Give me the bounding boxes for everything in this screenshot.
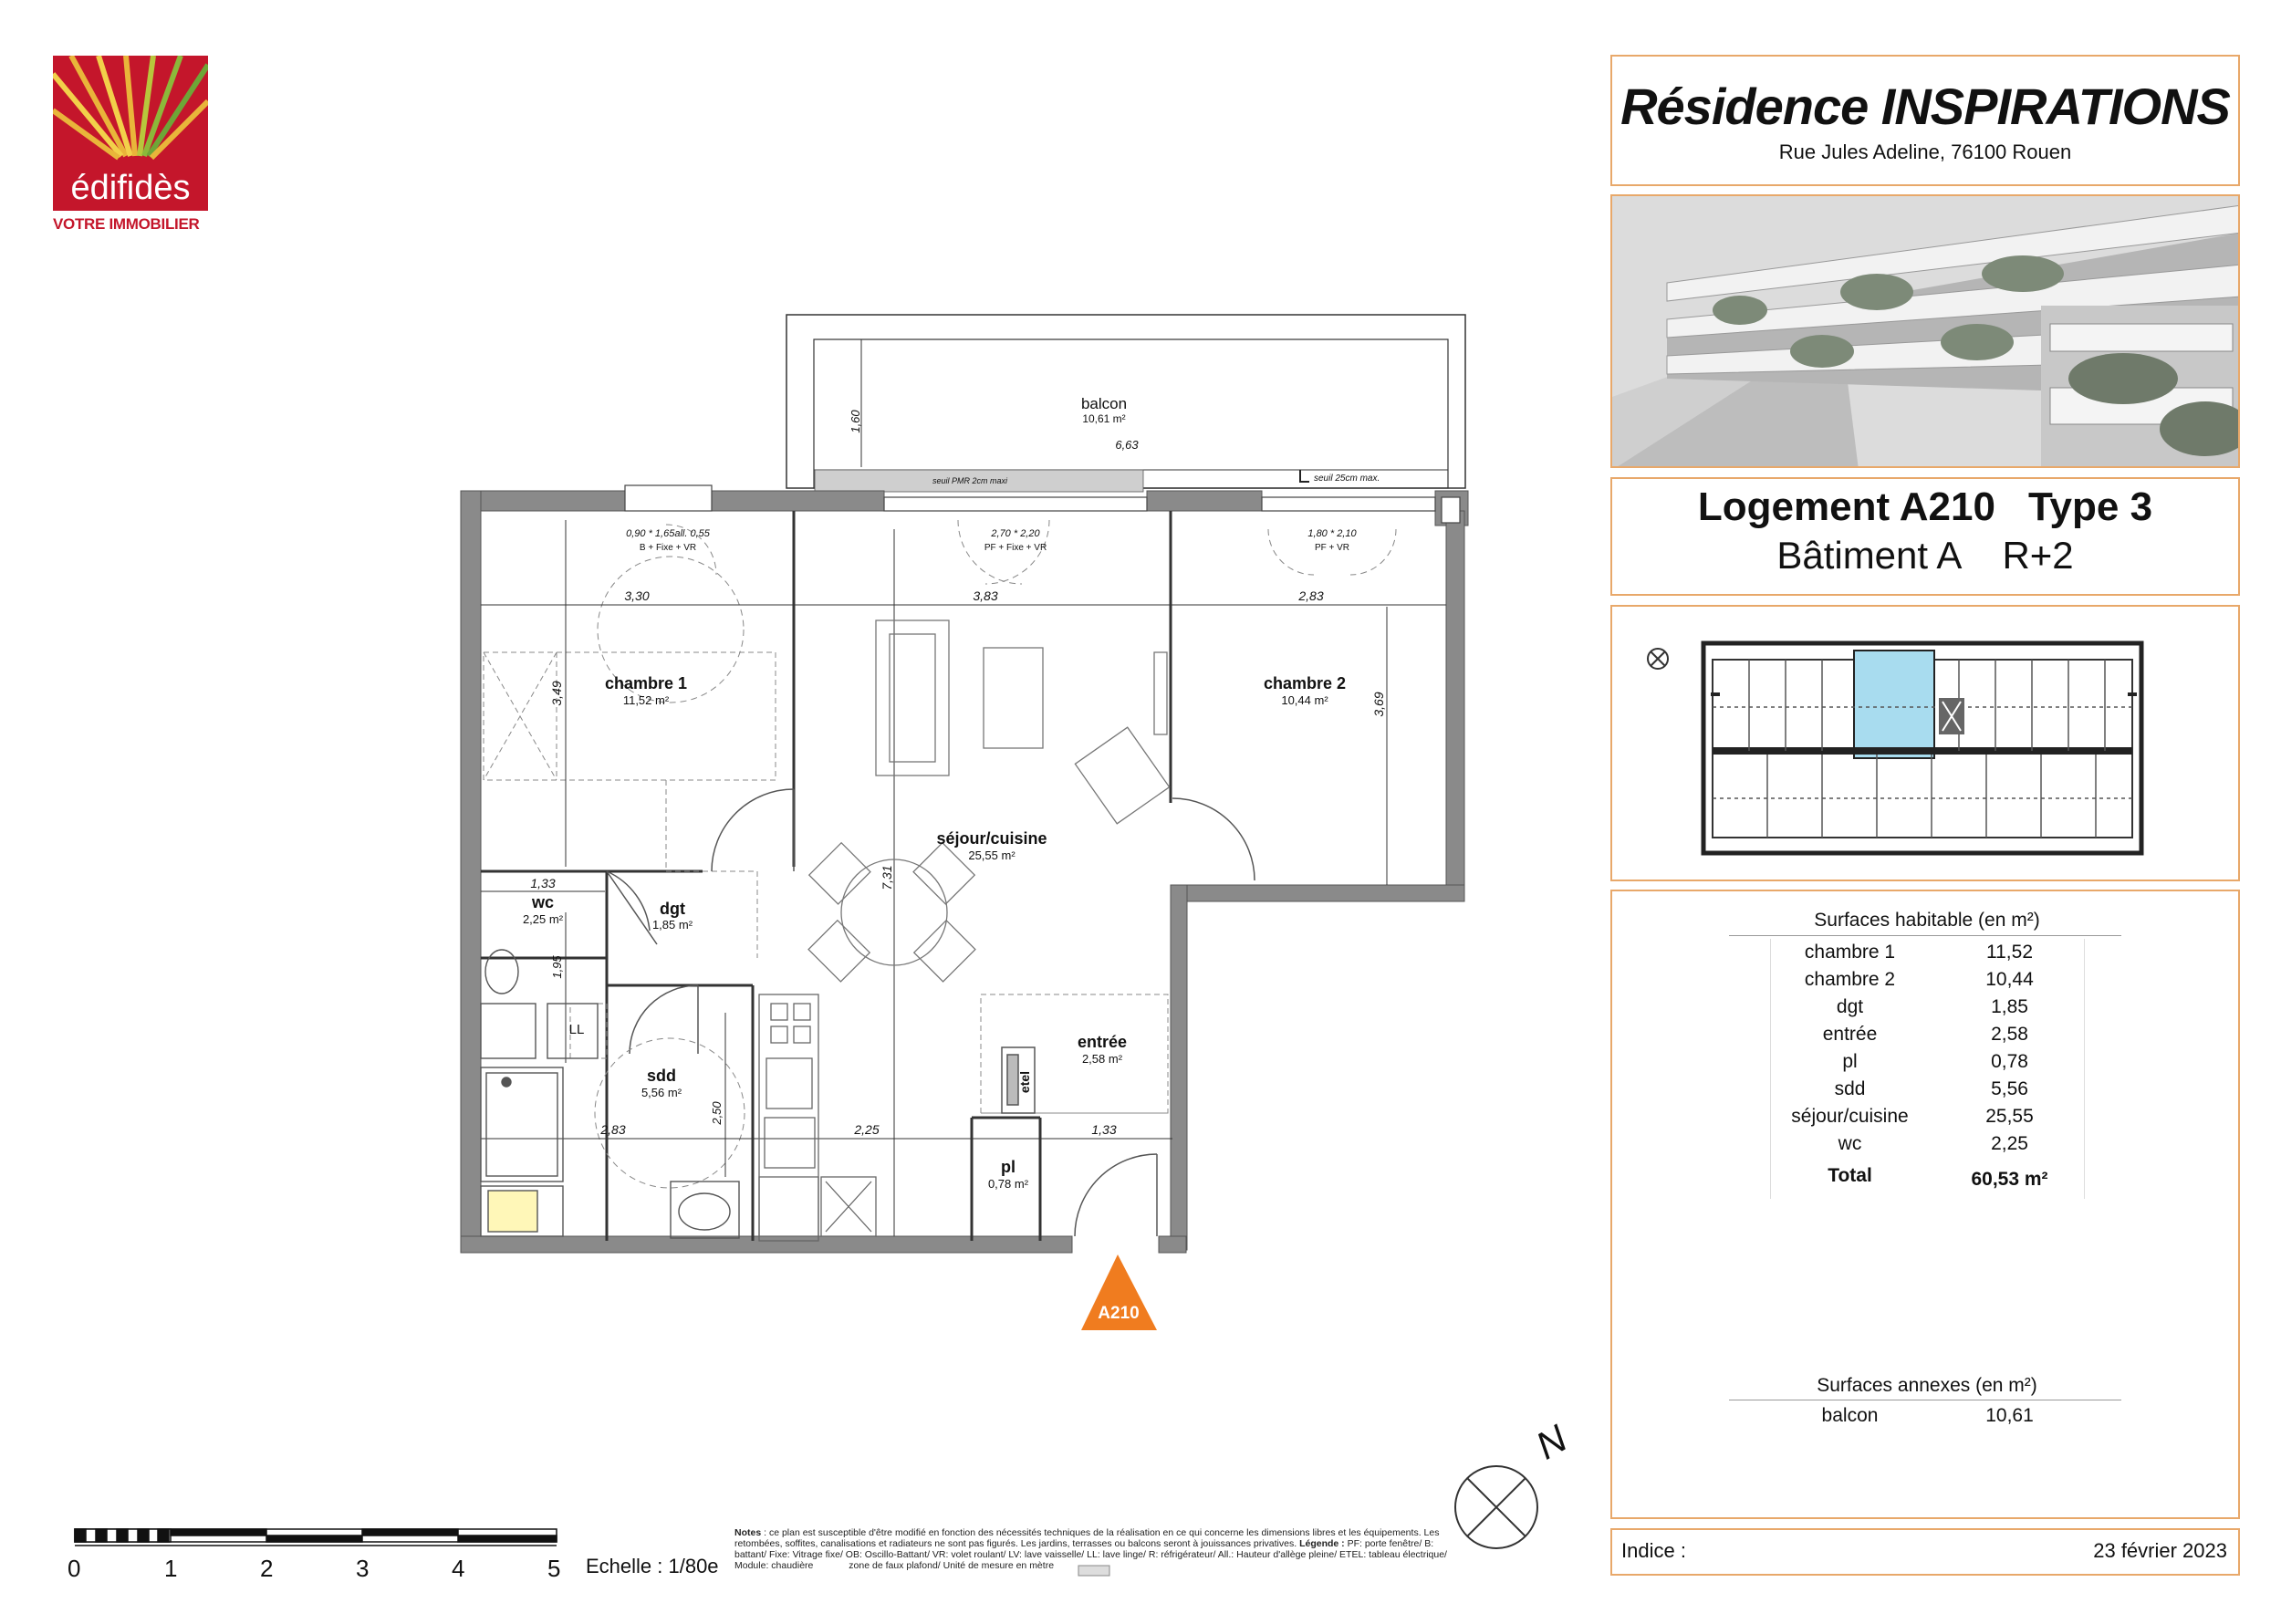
dim-sdd-height: 2,50 (710, 1101, 724, 1125)
room-area-sejour: 25,55 m² (968, 848, 1016, 862)
legend-text: PF: porte fenêtre/ B: battant/ Fixe: Vitrage fixe/ OB: Oscillo-Battant/ VR: volet roulant/ LV: lave vaisselle/ LL: lave linge/ R: réfrigérateur/ All.: Hauteur d'allège pleine/ ETEL: tableau électrique/ Module: chaudière (734, 1538, 1447, 1571)
room-name-sdd: sdd (646, 1067, 677, 1085)
row-value: 10,44 (1985, 969, 2034, 990)
surfaces-habitables-table (1770, 939, 2089, 1207)
brand-name: édifidès (70, 169, 191, 207)
logement-etage: R+2 (2002, 534, 2074, 577)
logement-id: Logement A210 (1697, 484, 1995, 529)
dim-sejour-width: 3,83 (973, 588, 998, 603)
room-area-dgt: 1,85 m² (651, 918, 693, 932)
row-value: 25,55 (1985, 1106, 2034, 1127)
legend-end: zone de faux plafond/ Unité de mesure en mètre (846, 1560, 1055, 1571)
row-value: 2,58 (1991, 1024, 2028, 1045)
dim-wc-height: 1,95 (550, 955, 564, 979)
legend-label: Légende : (1299, 1538, 1345, 1549)
residence-title: Résidence INSPIRATIONS (1620, 78, 2230, 135)
row-name: pl (1842, 1051, 1858, 1072)
table-row (1770, 939, 2089, 966)
scale-label-2: 2 (260, 1555, 274, 1582)
compass-icon (1455, 1466, 1537, 1548)
living-furniture (808, 620, 1170, 982)
notes-label: Notes (734, 1527, 762, 1538)
row-name: sdd (1834, 1078, 1866, 1099)
row-value: 11,52 (1986, 942, 2033, 963)
footer-indice-bar (1610, 1528, 2240, 1576)
row-name: chambre 2 (1804, 969, 1896, 990)
table-row (1770, 966, 2089, 994)
door-swings (607, 789, 1255, 1236)
total-label: Total (1828, 1165, 1872, 1186)
scale-label-1: 1 (164, 1555, 178, 1582)
window-2-type: PF + Fixe + VR (984, 543, 1047, 553)
dim-entree-width: 1,33 (1091, 1122, 1117, 1137)
room-name-entree: entrée (1077, 1033, 1128, 1051)
dim-wc-width: 1,33 (530, 876, 556, 890)
table-row (1770, 1103, 2089, 1130)
building-photo-image (1612, 196, 2240, 468)
floor-location-map-image (1612, 607, 2238, 880)
row-name: balcon (1821, 1405, 1879, 1426)
dim-chambre1-height: 3,49 (549, 681, 564, 706)
window-1-type: B + Fixe + VR (639, 543, 697, 553)
room-name-pl: pl (1001, 1158, 1016, 1176)
dim-balcon-width: 6,63 (1115, 438, 1139, 452)
room-area-sdd: 5,56 m² (641, 1086, 682, 1099)
surfaces-annexes-table (1770, 1402, 2089, 1430)
room-name-chambre1: chambre 1 (604, 674, 688, 692)
total-value: 60,53 m² (1971, 1169, 2048, 1190)
kitchen-units (759, 994, 876, 1241)
notes-text: : ce plan est susceptible d'être modifié en fonction des nécessités techniques de la réalisation en ce qui concerne les dimensions libres et les équipements. Les retombées, soffites, canalisations et radiateurs ne sont pas figurés. Les jardins, terrasses ou balcons seront à jouissances privatives. (734, 1527, 1440, 1549)
row-name: entrée (1822, 1024, 1878, 1045)
room-name-sejour: séjour/cuisine (936, 829, 1047, 848)
seuil-25-label: seuil 25cm max. (1314, 474, 1380, 484)
ll-label: LL (568, 1022, 585, 1037)
window-3-type: PF + VR (1314, 543, 1350, 553)
scale-label-3: 3 (356, 1555, 370, 1582)
row-name: dgt (1836, 996, 1864, 1017)
logement-type: Type 3 (2027, 484, 2153, 529)
apartment-highlight (1854, 651, 1934, 758)
seuil-arrow-icon (1300, 470, 1309, 482)
room-name-dgt: dgt (660, 900, 685, 918)
logement-header (1610, 477, 2240, 596)
row-value: 10,61 (1985, 1405, 2034, 1426)
row-value: 0,78 (1991, 1051, 2028, 1072)
compass-n-label: N (1528, 1416, 1575, 1468)
brand-tagline: VOTRE IMMOBILIER (53, 215, 200, 233)
dim-chambre1-width: 3,30 (624, 588, 650, 603)
room-area-chambre1: 11,52 m² (622, 693, 670, 707)
entrance-tag: A210 (1098, 1304, 1140, 1323)
dim-sdd-width: 2,83 (600, 1122, 626, 1137)
dim-sejour-height: 7,31 (880, 865, 894, 890)
window-3-dims: 1,80 * 2,10 (1307, 528, 1357, 539)
floor-location-map (1610, 605, 2240, 881)
table-row (1770, 1076, 2089, 1103)
room-name-balcon: balcon (1080, 395, 1128, 412)
bed-chambre-1 (484, 652, 557, 780)
table-row (1770, 1021, 2089, 1048)
scale-label-4: 4 (452, 1555, 465, 1582)
indice-label: Indice : (1621, 1539, 1686, 1562)
residence-header (1610, 55, 2240, 186)
dim-mid-width: 2,25 (854, 1122, 880, 1137)
row-name: chambre 1 (1804, 942, 1896, 963)
mini-compass-icon (1648, 649, 1668, 669)
residence-address: Rue Jules Adeline, 76100 Rouen (1778, 141, 2072, 163)
interior-walls (481, 511, 1171, 1241)
row-value: 2,25 (1991, 1133, 2028, 1154)
table-row (1770, 1130, 2089, 1158)
table-row (1770, 1048, 2089, 1076)
row-value: 1,85 (1991, 996, 2028, 1017)
seuil-pmr-label: seuil PMR 2cm maxi (932, 476, 1008, 485)
logement-batiment: Bâtiment A (1776, 534, 1963, 577)
row-name: séjour/cuisine (1791, 1106, 1909, 1127)
room-area-chambre2: 10,44 m² (1281, 693, 1328, 707)
furniture-guides (484, 652, 1168, 1113)
surfaces-habitables-rows (1770, 939, 2089, 1207)
surfaces-panel (1610, 890, 2240, 1519)
room-name-wc: wc (531, 893, 555, 911)
plan-notes (734, 1527, 1455, 1571)
scale-label-5: 5 (547, 1555, 561, 1582)
dim-balcon-depth: 1,60 (849, 410, 862, 433)
surfaces-habitables-title: Surfaces habitable (en m²) (1814, 910, 2040, 931)
room-area-entree: 2,58 m² (1081, 1052, 1123, 1066)
room-area-balcon: 10,61 m² (1082, 412, 1126, 425)
dim-chambre2-height: 3,69 (1371, 692, 1386, 717)
bathroom-fixtures (481, 950, 739, 1238)
table-row (1770, 1402, 2089, 1430)
plan-date: 23 février 2023 (2093, 1539, 2227, 1562)
scale-text: Echelle : 1/80e (586, 1555, 719, 1577)
row-value: 5,56 (1991, 1078, 2028, 1099)
etel-label: etel (1017, 1070, 1032, 1094)
room-name-chambre2: chambre 2 (1263, 674, 1347, 692)
scale-bar (75, 1529, 557, 1546)
scale-label-0: 0 (68, 1555, 81, 1582)
dim-chambre2-width: 2,83 (1298, 588, 1324, 603)
window-2-dims: 2,70 * 2,20 (991, 528, 1040, 539)
row-name: wc (1838, 1133, 1862, 1154)
total-row (1770, 1158, 2089, 1207)
room-area-pl: 0,78 m² (987, 1177, 1029, 1191)
window-1-dims: 0,90 * 1,65all. 0,55 (626, 528, 710, 539)
table-row (1770, 994, 2089, 1021)
room-area-wc: 2,25 m² (522, 912, 564, 926)
building-photo (1610, 194, 2240, 468)
surfaces-annexes-title: Surfaces annexes (en m²) (1817, 1375, 2037, 1396)
